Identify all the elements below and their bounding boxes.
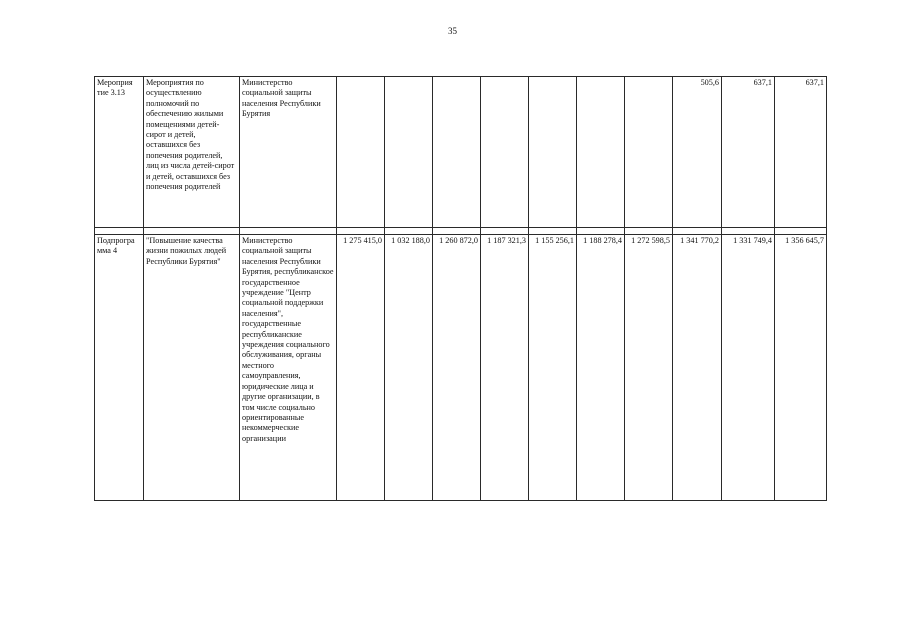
spacer-cell (577, 228, 625, 235)
value-cell (577, 77, 625, 228)
value-cell: 1 272 598,5 (625, 235, 673, 501)
value-cell: 1 341 770,2 (673, 235, 722, 501)
spacer-cell (481, 228, 529, 235)
spacer-cell (673, 228, 722, 235)
value-cell (433, 77, 481, 228)
budget-table (94, 76, 827, 501)
value-cell (529, 77, 577, 228)
value-cell: 1 155 256,1 (529, 235, 577, 501)
value-cell (625, 77, 673, 228)
spacer-cell (775, 228, 827, 235)
spacer-cell (625, 228, 673, 235)
value-cell: 637,1 (722, 77, 775, 228)
spacer-cell (240, 228, 337, 235)
spacer-cell (337, 228, 385, 235)
spacer-cell (433, 228, 481, 235)
table-row (95, 235, 827, 501)
value-cell: 1 331 749,4 (722, 235, 775, 501)
value-cell: 1 260 872,0 (433, 235, 481, 501)
value-cell (337, 77, 385, 228)
value-cell (481, 77, 529, 228)
value-cell: 1 187 321,3 (481, 235, 529, 501)
row-name: "Повышение качества жизни пожилых людей Республики Бурятия" (144, 235, 240, 501)
row-code: Мероприя тие 3.13 (95, 77, 144, 228)
value-cell: 1 356 645,7 (775, 235, 827, 501)
value-cell: 1 188 278,4 (577, 235, 625, 501)
value-cell: 637,1 (775, 77, 827, 228)
value-cell: 505,6 (673, 77, 722, 228)
row-code: Подпрогра мма 4 (95, 235, 144, 501)
row-executor: Министерство социальной защиты населения Республики Бурятия (240, 77, 337, 228)
spacer-cell (385, 228, 433, 235)
spacer-cell (529, 228, 577, 235)
row-name: Мероприятия по осуществлению полномочий по обеспечению жилыми помещениями детей-сирот и детей, оставшихся без попечения родителей, лиц из числа детей-сирот и детей, оставшихся без попечения родителей (144, 77, 240, 228)
value-cell: 1 275 415,0 (337, 235, 385, 501)
value-cell (385, 77, 433, 228)
value-cell: 1 032 188,0 (385, 235, 433, 501)
page-number: 35 (448, 26, 457, 36)
spacer-cell (144, 228, 240, 235)
table-row (95, 77, 827, 228)
spacer-cell (722, 228, 775, 235)
spacer-cell (95, 228, 144, 235)
spacer-row (95, 228, 827, 235)
row-executor: Министерство социальной защиты населения Республики Бурятия, республиканское государственное учреждение "Центр социальной поддержки населения", государственные республиканские учреждения социального обслуживания, органы местного самоуправления, юридические лица и другие организации, в том числе социально ориентированные некоммерческие организации (240, 235, 337, 501)
